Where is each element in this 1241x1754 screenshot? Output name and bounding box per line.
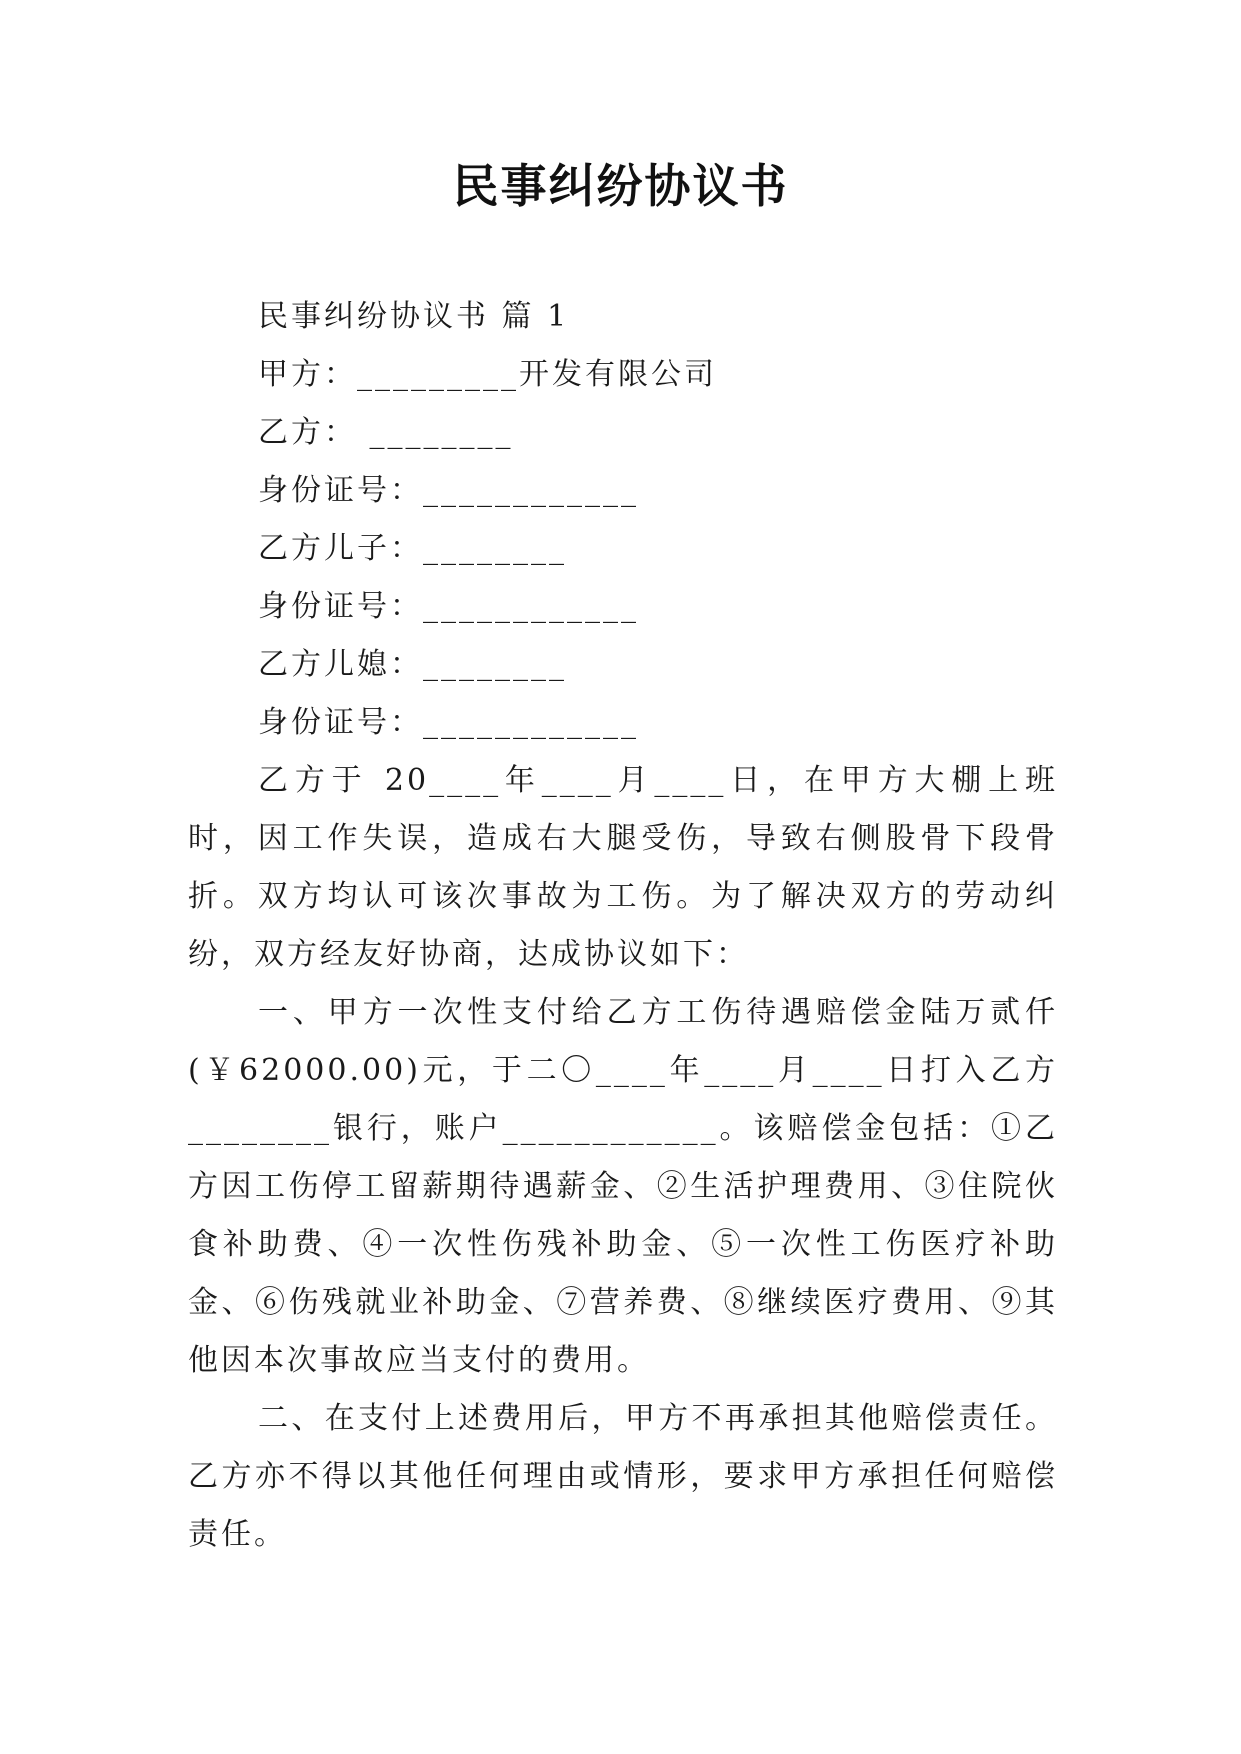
paragraph-clause-1: 一、甲方一次性支付给乙方工伤待遇赔偿金陆万贰仟(￥62000.00)元，于二〇____年____月____日打入乙方________银行，账户____________。该赔偿金包括：①乙方因工伤停工留薪期待遇薪金、②生活护理费用、③住院伙食补助费、④一次性伤残补助金、⑤一次性工伤医疗补助金、⑥伤残就业补助金、⑦营养费、⑧继续医疗费用、⑨其他因本次事故应当支付的费用。 bbox=[188, 995, 1058, 1378]
son-id-line: 身份证号：____________ bbox=[258, 589, 639, 624]
party-b-line: 乙方： ________ bbox=[258, 415, 514, 450]
daughter-in-law-line: 乙方儿媳：________ bbox=[258, 647, 567, 682]
document-body bbox=[188, 288, 1058, 1564]
son-line: 乙方儿子：________ bbox=[258, 531, 567, 566]
document-title: 民事纠纷协议书 bbox=[452, 159, 789, 213]
paragraph-clause-2: 二、在支付上述费用后，甲方不再承担其他赔偿责任。乙方亦不得以其他任何理由或情形，要求甲方承担任何赔偿责任。 bbox=[188, 1401, 1058, 1552]
paragraph-incident: 乙方于 20____年____月____日，在甲方大棚上班时，因工作失误，造成右大腿受伤，导致右侧股骨下段骨折。双方均认可该次事故为工伤。为了解决双方的劳动纠纷，双方经友好协商，达成协议如下： bbox=[188, 763, 1058, 972]
party-a-line: 甲方：_________开发有限公司 bbox=[258, 357, 717, 392]
daughter-in-law-id-line: 身份证号：____________ bbox=[258, 705, 639, 740]
party-b-id-line: 身份证号：____________ bbox=[258, 473, 639, 508]
section-heading: 民事纠纷协议书 篇 1 bbox=[258, 299, 570, 334]
